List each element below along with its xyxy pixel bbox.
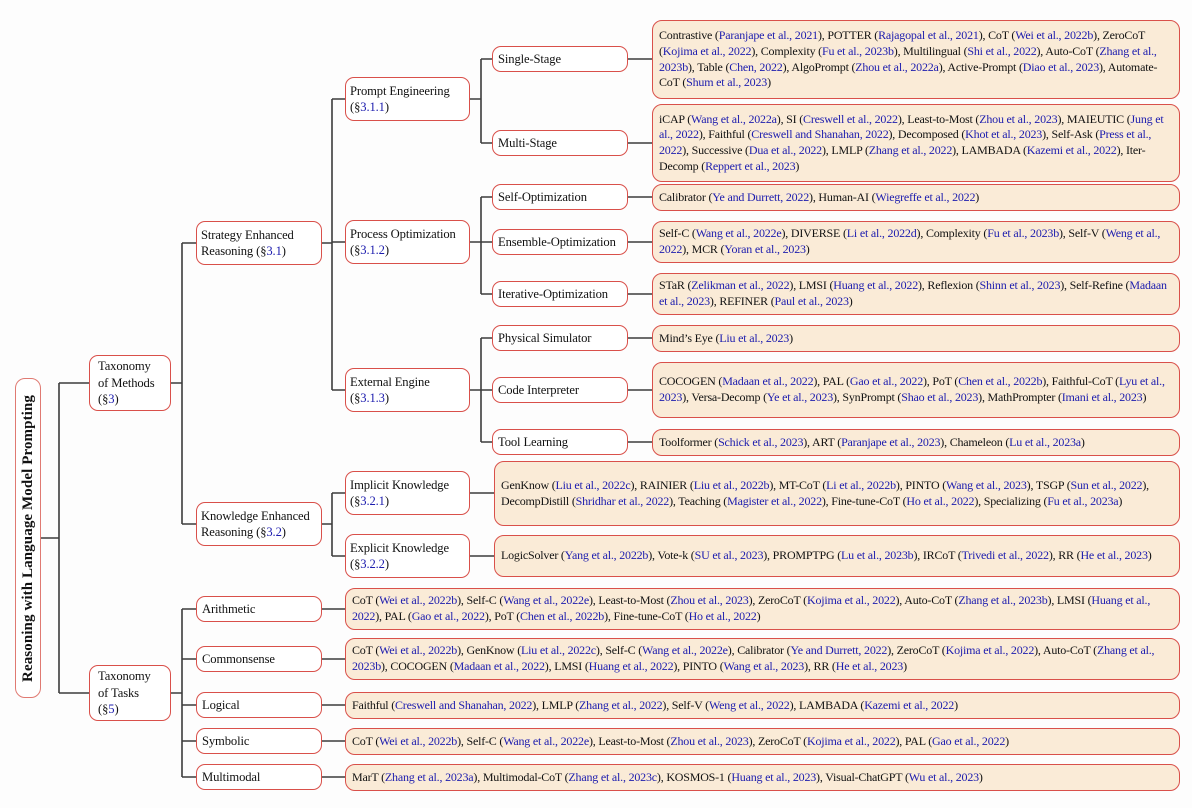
citation-link[interactable]: Chen et al., 2022b [520, 609, 605, 623]
citation-link[interactable]: Jung et al., 2022 [659, 111, 1164, 142]
citation-link[interactable]: Paul et al., 2023 [774, 294, 849, 308]
citation-link[interactable]: Liu et al., 2022c [521, 643, 596, 658]
node-explicit-knowledge [345, 534, 470, 578]
citation-link[interactable]: Yoran et al., 2023 [724, 242, 806, 256]
citation-link[interactable]: Huang et al., 2022 [833, 278, 918, 293]
citation-link[interactable]: Wei et al., 2022b [379, 593, 458, 608]
citation-link[interactable]: Shao et al., 2023 [901, 390, 979, 404]
citation-link[interactable]: Li et al., 2022b [826, 477, 896, 492]
citation-link[interactable]: Dua et al., 2022 [748, 143, 822, 157]
citation-link[interactable]: Yang et al., 2022b [564, 548, 649, 563]
citation-link[interactable]: Liu et al., 2022c [555, 477, 631, 492]
citation-link[interactable]: Ye et al., 2023 [766, 390, 834, 404]
node-label: Process Optimization (§3.1.2) [350, 226, 456, 257]
citation-link[interactable]: Paranjape et al., 2021 [718, 28, 818, 43]
citation-link[interactable]: 5 [108, 702, 115, 717]
node-label: Code Interpreter [498, 382, 579, 397]
node-strategy-enhanced-reasoning [196, 221, 322, 265]
root-node [15, 378, 41, 698]
node-self-optimization [492, 184, 628, 210]
leaf-tool-learning-papers[interactable]: Toolformer (Schick et al., 2023), ART (Paranjape et al., 2023), Chameleon (Lu et al., 2023a) [652, 429, 1180, 456]
citation-link[interactable]: Zelikman et al., 2022 [691, 278, 790, 293]
node-label: Logical [202, 697, 240, 712]
citation-link[interactable]: 3.2 [266, 525, 282, 539]
citation-link[interactable]: Wang et al., 2022a [691, 111, 777, 126]
node-knowledge-enhanced-reasoning [196, 502, 322, 546]
citation-link[interactable]: Wang et al., 2022e [695, 226, 782, 241]
citation-link[interactable]: Weng et al., 2022 [708, 697, 790, 712]
node-label: Tool Learning [498, 434, 568, 449]
citation-link[interactable]: Madaan et al., 2023 [659, 278, 1167, 308]
node-taxonomy-of-methods [89, 355, 171, 411]
citation-link[interactable]: Gao et al., 2022 [849, 374, 924, 389]
node-arithmetic [196, 596, 322, 622]
node-label: Physical Simulator [498, 330, 592, 345]
citation-link[interactable]: He et al., 2023 [1080, 548, 1148, 563]
citation-link[interactable]: Zhou et al., 2023 [670, 733, 749, 748]
node-code-interpreter [492, 377, 628, 403]
citation-link[interactable]: Zhou et al., 2023 [670, 593, 749, 608]
citation-link[interactable]: Zhou et al., 2022a [855, 59, 939, 74]
citation-link[interactable]: Wei et al., 2022b [379, 733, 458, 748]
citation-link[interactable]: Wang et al., 2022e [503, 593, 589, 608]
node-physical-simulator [492, 325, 628, 351]
leaf-multi-stage-papers[interactable]: iCAP (Wang et al., 2022a), SI (Creswell et al., 2022), Least-to-Most (Zhou et al., 2023), MAIEUTIC (Jung et al., 2022), Faithful (Creswell and Shanahan, 2022), Decomposed (Khot et al., 2023), Self-Ask (Press et al., 2022), Successive (Dua et al., 2022), LMLP (Zhang et al., 2022), LAMBADA (Kazemi et al., 2022), Iter-Decomp (Reppert et al., 2023) [652, 104, 1180, 182]
leaf-ensemble-optimization-papers[interactable]: Self-C (Wang et al., 2022e), DIVERSE (Li et al., 2022d), Complexity (Fu et al., 2023b), Self-V (Weng et al., 2022), MCR (Yoran et al., 2023) [652, 221, 1180, 263]
node-label: Symbolic [202, 733, 250, 748]
citation-link[interactable]: Lu et al., 2023b [841, 548, 914, 563]
citation-link[interactable]: Wang et al., 2022e [503, 733, 589, 748]
leaf-logical-papers[interactable]: Faithful (Creswell and Shanahan, 2022), LMLP (Zhang et al., 2022), Self-V (Weng et al., 2022), LAMBADA (Kazemi et al., 2022) [345, 692, 1180, 719]
node-tool-learning [492, 429, 628, 455]
node-implicit-knowledge [345, 471, 470, 515]
citation-link[interactable]: Lyu et al., 2023 [659, 374, 1165, 404]
citation-link[interactable]: 3.1.2 [360, 243, 385, 257]
node-multi-stage [492, 130, 628, 156]
citation-link[interactable]: Liu et al., 2022b [693, 477, 770, 492]
citation-link[interactable]: Zhang et al., 2023b [958, 593, 1048, 608]
citation-link[interactable]: 3.2.2 [360, 557, 385, 571]
citation-link[interactable]: Schick et al., 2023 [718, 434, 804, 449]
citation-link[interactable]: Fu et al., 2023b [987, 226, 1060, 241]
citation-link[interactable]: Huang et al., 2022 [588, 659, 674, 673]
citation-link[interactable]: Wei et al., 2022b [1015, 28, 1094, 43]
citation-link[interactable]: Kojima et al., 2022 [945, 643, 1035, 658]
node-label: Explicit Knowledge (§3.2.2) [350, 540, 449, 571]
citation-link[interactable]: Wang et al., 2023 [946, 477, 1027, 492]
citation-link[interactable]: Fu et al., 2023b [821, 43, 894, 58]
citation-link[interactable]: Zhang et al., 2022 [579, 697, 663, 712]
citation-link[interactable]: Gao et al., 2022 [411, 609, 485, 623]
node-label: Taxonomy of Methods (§3) [98, 359, 155, 407]
node-label: Strategy Enhanced Reasoning (§3.1) [201, 227, 294, 258]
citation-link[interactable]: Wang et al., 2023 [723, 659, 805, 673]
citation-link[interactable]: Kojima et al., 2022 [806, 593, 896, 608]
citation-link[interactable]: 3.1.3 [360, 391, 385, 405]
node-label: Arithmetic [202, 601, 256, 616]
citation-link[interactable]: Imani et al., 2023 [1061, 390, 1143, 404]
node-label: Prompt Engineering (§3.1.1) [350, 83, 450, 114]
node-multimodal [196, 764, 322, 790]
citation-link[interactable]: Shum et al., 2023 [686, 75, 768, 90]
citation-link[interactable]: Li et al., 2022d [846, 226, 917, 241]
citation-link[interactable]: Magister et al., 2022 [727, 493, 822, 508]
citation-link[interactable]: Ye and Durrett, 2022 [712, 189, 810, 204]
leaf-explicit-knowledge-papers[interactable]: LogicSolver (Yang et al., 2022b), Vote-k (SU et al., 2023), PROMPTPG (Lu et al., 2023b), IRCoT (Trivedi et al., 2022), RR (He et al., 2023) [494, 535, 1180, 577]
citation-link[interactable]: Ho et al., 2022 [906, 493, 975, 508]
citation-link[interactable]: Reppert et al., 2023 [705, 158, 796, 173]
citation-link[interactable]: Zhang et al., 2023b [659, 43, 1157, 74]
citation-link[interactable]: Zhang et al., 2023b [352, 643, 1155, 673]
leaf-physical-simulator-papers[interactable]: Mind’s Eye (Liu et al., 2023) [652, 325, 1180, 352]
leaf-iterative-optimization-papers[interactable]: STaR (Zelikman et al., 2022), LMSI (Huang et al., 2022), Reflexion (Shinn et al., 2023), Self-Refine (Madaan et al., 2023), REFINER (Paul et al., 2023) [652, 273, 1180, 315]
node-label: Iterative-Optimization [498, 286, 608, 301]
citation-link[interactable]: Wei et al., 2022b [379, 643, 458, 658]
node-label: Single-Stage [498, 51, 561, 66]
node-ensemble-optimization [492, 229, 628, 255]
node-label: Implicit Knowledge (§3.2.1) [350, 477, 449, 508]
citation-link[interactable]: Creswell and Shanahan, 2022 [751, 127, 889, 142]
node-label: Multimodal [202, 769, 261, 784]
citation-link[interactable]: Sun et al., 2022 [1070, 477, 1143, 492]
citation-link[interactable]: He et al., 2023 [835, 659, 904, 673]
citation-link[interactable]: 3.2.1 [360, 494, 385, 508]
node-process-optimization [345, 220, 470, 264]
node-label: Knowledge Enhanced Reasoning (§3.2) [201, 508, 310, 539]
citation-link[interactable]: Liu et al., 2023 [719, 330, 790, 345]
node-single-stage [492, 46, 628, 72]
node-label: External Engine (§3.1.3) [350, 374, 430, 405]
citation-link[interactable]: Zhang et al., 2022 [868, 143, 953, 157]
node-label: Multi-Stage [498, 135, 557, 150]
leaf-code-interpreter-papers[interactable]: COCOGEN (Madaan et al., 2022), PAL (Gao et al., 2022), PoT (Chen et al., 2022b), Faithful-CoT (Lyu et al., 2023), Versa-Decomp (Ye et al., 2023), SynPrompt (Shao et al., 2023), MathPrompter (Imani et al., 2023) [652, 362, 1180, 418]
node-iterative-optimization [492, 281, 628, 307]
citation-link[interactable]: 3.1 [266, 244, 282, 258]
citation-link[interactable]: Chen, 2022 [729, 59, 783, 74]
node-symbolic [196, 728, 322, 754]
citation-link[interactable]: Huang et al., 2023 [731, 769, 817, 784]
citation-link[interactable]: Madaan et al., 2022 [722, 374, 814, 389]
citation-link[interactable]: Madaan et al., 2022 [453, 659, 545, 673]
citation-link[interactable]: Weng et al., 2022 [659, 226, 1161, 256]
node-label: Commonsense [202, 651, 275, 666]
citation-link[interactable]: SU et al., 2023 [694, 548, 764, 563]
citation-link[interactable]: Shi et al., 2022 [967, 43, 1037, 58]
citation-link[interactable]: Trivedi et al., 2022 [961, 548, 1049, 563]
node-label: Ensemble-Optimization [498, 234, 616, 249]
node-prompt-engineering [345, 77, 470, 121]
citation-link[interactable]: Paranjape et al., 2023 [841, 434, 941, 449]
citation-link[interactable]: Creswell and Shanahan, 2022 [395, 697, 533, 712]
citation-link[interactable]: Huang et al., 2022 [352, 593, 1151, 623]
citation-link[interactable]: Wang et al., 2022e [642, 643, 728, 658]
citation-link[interactable]: Rajagopal et al., 2021 [878, 28, 979, 43]
citation-link[interactable]: Kojima et al., 2022 [806, 733, 896, 748]
citation-link[interactable]: 3.1.1 [360, 100, 385, 114]
leaf-implicit-knowledge-papers[interactable]: GenKnow (Liu et al., 2022c), RAINIER (Liu et al., 2022b), MT-CoT (Li et al., 2022b), PINTO (Wang et al., 2023), TSGP (Sun et al., 2022), DecompDistill (Shridhar et al., 2022), Teaching (Magister et al., 2022), Fine-tune-CoT (Ho et al., 2022), Specializing (Fu et al., 2023a) [494, 461, 1180, 526]
citation-link[interactable]: Zhang et al., 2023a [384, 769, 474, 784]
leaf-single-stage-papers[interactable]: Contrastive (Paranjape et al., 2021), POTTER (Rajagopal et al., 2021), CoT (Wei et al., 2022b), ZeroCoT (Kojima et al., 2022), Complexity (Fu et al., 2023b), Multilingual (Shi et al., 2022), Auto-CoT (Zhang et al., 2023b), Table (Chen, 2022), AlgoPrompt (Zhou et al., 2022a), Active-Prompt (Diao et al., 2023), Automate-CoT (Shum et al., 2023) [652, 20, 1180, 99]
citation-link[interactable]: Gao et al., 2022 [932, 733, 1006, 748]
node-commonsense [196, 646, 322, 672]
citation-link[interactable]: Wiegreffe et al., 2022 [875, 189, 976, 204]
citation-link[interactable]: Press et al., 2022 [659, 127, 1152, 157]
citation-link[interactable]: Creswell et al., 2022 [803, 111, 898, 126]
citation-link[interactable]: Kazemi et al., 2022 [864, 697, 955, 712]
citation-link[interactable]: Shinn et al., 2023 [979, 278, 1061, 293]
citation-link[interactable]: 3 [108, 392, 115, 407]
node-external-engine [345, 368, 470, 412]
citation-link[interactable]: Chen et al., 2022b [958, 374, 1043, 389]
node-label: Taxonomy of Tasks (§5) [98, 669, 151, 717]
leaf-symbolic-papers[interactable]: CoT (Wei et al., 2022b), Self-C (Wang et al., 2022e), Least-to-Most (Zhou et al., 2023), ZeroCoT (Kojima et al., 2022), PAL (Gao et al., 2022) [345, 728, 1180, 755]
citation-link[interactable]: Shridhar et al., 2022 [575, 493, 670, 508]
citation-link[interactable]: Diao et al., 2023 [1022, 59, 1099, 74]
citation-link[interactable]: Zhang et al., 2023c [568, 769, 657, 784]
citation-link[interactable]: Wu et al., 2023 [908, 769, 979, 784]
node-logical [196, 692, 322, 718]
citation-link[interactable]: Kojima et al., 2022 [662, 43, 752, 58]
citation-link[interactable]: Lu et al., 2023a [1009, 434, 1081, 449]
leaf-arithmetic-papers[interactable]: CoT (Wei et al., 2022b), Self-C (Wang et al., 2022e), Least-to-Most (Zhou et al., 2023), ZeroCoT (Kojima et al., 2022), Auto-CoT (Zhang et al., 2023b), LMSI (Huang et al., 2022), PAL (Gao et al., 2022), PoT (Chen et al., 2022b), Fine-tune-CoT (Ho et al., 2022) [345, 588, 1180, 630]
leaf-self-optimization-papers[interactable]: Calibrator (Ye and Durrett, 2022), Human-AI (Wiegreffe et al., 2022) [652, 184, 1180, 211]
citation-link[interactable]: Kazemi et al., 2022 [1026, 143, 1117, 157]
citation-link[interactable]: Zhou et al., 2023 [979, 111, 1058, 126]
citation-link[interactable]: Ho et al., 2022 [688, 609, 757, 623]
citation-link[interactable]: Ye and Durrett, 2022 [790, 643, 888, 658]
citation-link[interactable]: Fu et al., 2023a [1047, 493, 1119, 508]
leaf-commonsense-papers[interactable]: CoT (Wei et al., 2022b), GenKnow (Liu et al., 2022c), Self-C (Wang et al., 2022e), Calibrator (Ye and Durrett, 2022), ZeroCoT (Kojima et al., 2022), Auto-CoT (Zhang et al., 2023b), COCOGEN (Madaan et al., 2022), LMSI (Huang et al., 2022), PINTO (Wang et al., 2023), RR (He et al., 2023) [345, 638, 1180, 680]
leaf-multimodal-papers[interactable]: MarT (Zhang et al., 2023a), Multimodal-CoT (Zhang et al., 2023c), KOSMOS-1 (Huang et al., 2023), Visual-ChatGPT (Wu et al., 2023) [345, 764, 1180, 791]
node-taxonomy-of-tasks [89, 665, 171, 721]
citation-link[interactable]: Khot et al., 2023 [965, 127, 1043, 142]
root-node-label: Reasoning with Language Model Prompting [19, 394, 36, 682]
node-label: Self-Optimization [498, 189, 587, 204]
